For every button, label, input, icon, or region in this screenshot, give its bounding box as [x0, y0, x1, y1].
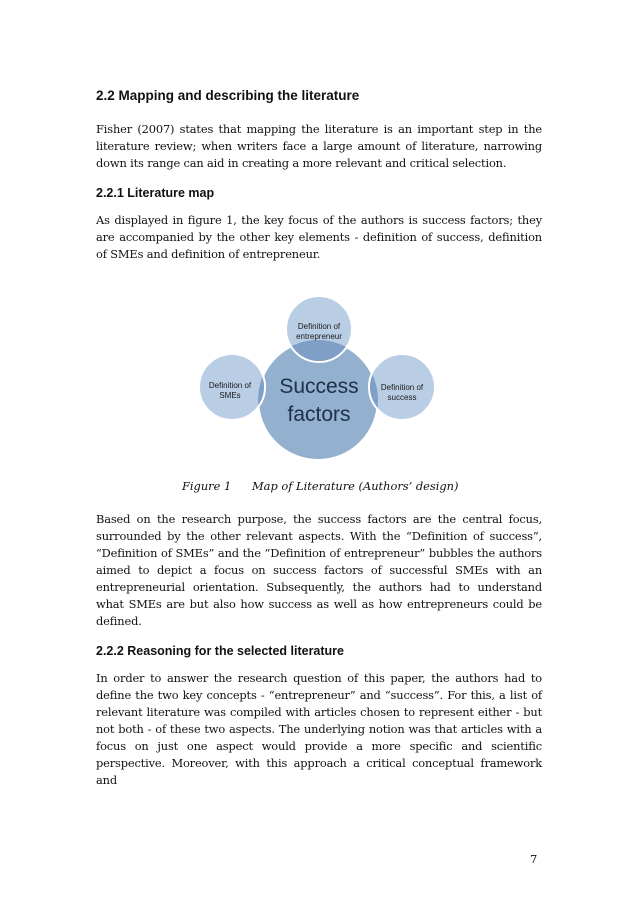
page-content: [96, 84, 542, 803]
reasoning-paragraph: In order to answer the research question of this paper, the authors had to define the two key concepts - “entrepreneur” and “success”. For this, a list of relevant literature was compiled with articles chosen to represent either - but not both - of these two aspects. The underlying notion was that articles with a focus on just one aspect would provide a more specific and scientific perspective. Moreover, with this approach a critical conceptual framework and: [96, 671, 542, 787]
research-purpose-paragraph: Based on the research purpose, the success factors are the central focus, surrounded by the other relevant aspects. With the “Definition of success”, “Definition of SMEs” and the “Definition of entrepreneur” bubbles the authors aimed to depict a focus on success factors of successful SMEs with an entrepreneurial orientation. Subsequently, the authors had to understand what SMEs are but also how success as well as how entrepreneurs could be defined.: [96, 512, 542, 628]
left-bubble-label: Definition of SMEs: [208, 381, 252, 400]
section-heading: 2.2 Mapping and describing the literature: [96, 88, 360, 103]
center-bubble-label: Success factors: [279, 375, 359, 426]
page-number: 7: [530, 852, 538, 866]
right-bubble-label: Definition of success: [380, 383, 424, 402]
subsection-heading-literature-map: 2.2.1 Literature map: [96, 186, 215, 200]
figure-caption: [96, 479, 542, 493]
intro-paragraph: Fisher (2007) states that mapping the literature is an important step in the literature review; when writers face a large amount of literature, narrowing down its range can aid in creating a more relevant and critical selection.: [96, 122, 542, 170]
subsection-heading-reasoning: 2.2.2 Reasoning for the selected literature: [96, 644, 344, 658]
literature-map-diagram: [96, 277, 542, 467]
figure-number: Figure 1: [182, 479, 232, 493]
figure-caption-text: Map of Literature (Authors’ design): [252, 479, 459, 493]
literature-map-paragraph: As displayed in figure 1, the key focus of the authors is success factors; they are accompanied by the other key elements - definition of success, definition of SMEs and definition of entrepreneur.: [96, 213, 542, 261]
diagram-svg: [96, 277, 542, 467]
top-bubble-label: Definition of entrepreneur: [296, 322, 342, 341]
